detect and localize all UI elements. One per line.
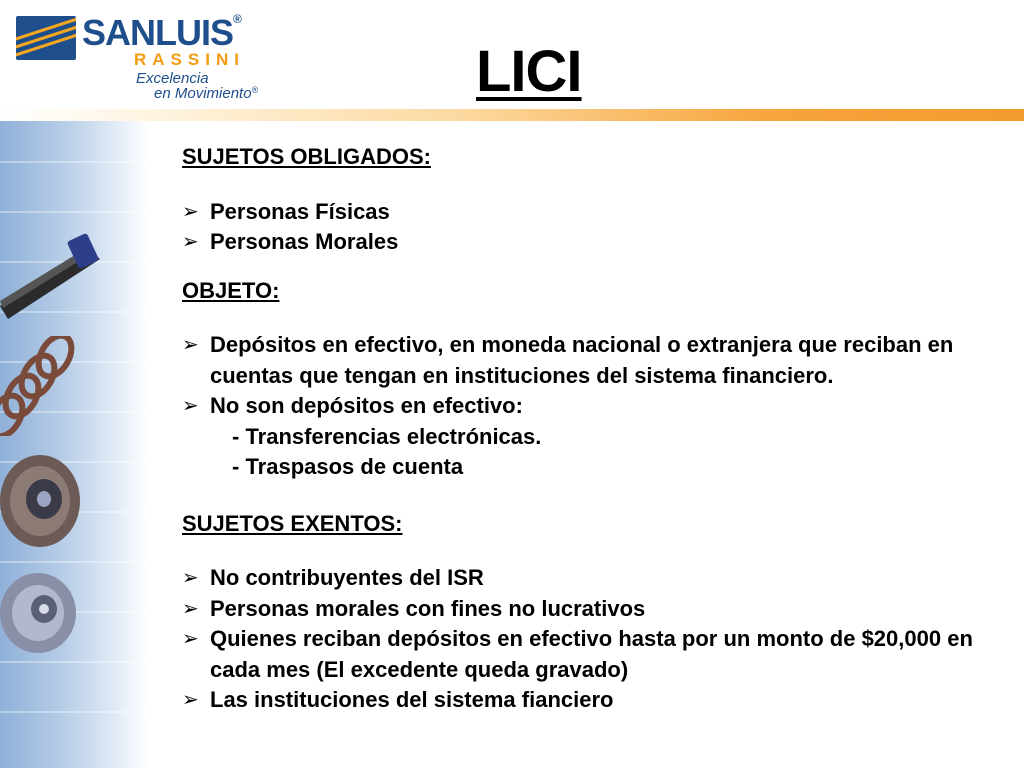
sub-list-item: - Transferencias electrónicas. <box>232 423 542 449</box>
arrow-bullet-icon: ➢ <box>182 597 199 620</box>
logo-name: SANLUIS <box>82 12 234 53</box>
arrow-bullet-icon: ➢ <box>182 628 199 650</box>
arrow-bullet-icon: ➢ <box>182 689 199 711</box>
header-divider <box>0 109 1024 121</box>
list-item: ➢ Personas Morales <box>182 227 982 258</box>
section-heading-objeto: OBJETO: <box>182 277 280 303</box>
logo-tagline-line2: en Movimiento <box>154 85 252 102</box>
section-heading-obligados: SUJETOS OBLIGADOS: <box>182 144 431 169</box>
brake-rotor-icon <box>0 571 90 661</box>
sub-list-item: - Traspasos de cuenta <box>232 454 464 479</box>
arrow-bullet-icon: ➢ <box>182 231 199 253</box>
coil-spring-icon <box>0 336 90 436</box>
company-logo <box>14 12 264 107</box>
list-item: ➢ Personas morales con fines no lucrativos <box>182 594 982 625</box>
section-heading-exentos: SUJETOS EXENTOS: <box>182 510 403 536</box>
list-item: ➢ Quienes reciban depósitos en efectivo hasta por un monto de $20,000 en cada mes (El excedente queda gravado) <box>182 626 973 682</box>
logo-tagline-registered: ® <box>251 85 259 95</box>
list-item: ➢ No son depósitos en efectivo: <box>182 391 982 422</box>
list-item: ➢ Depósitos en efectivo, en moneda nacional o extranjera que reciban en cuentas que tengan en instituciones del sistema financiero. <box>182 332 954 388</box>
logo-subname: RASSINI <box>134 50 245 69</box>
logo-mark-icon <box>16 16 76 60</box>
logo-tagline-line1: Excelencia <box>136 70 209 87</box>
arrow-bullet-icon: ➢ <box>182 334 199 356</box>
leaf-spring-icon <box>0 231 120 321</box>
arrow-bullet-icon: ➢ <box>182 567 199 589</box>
slide-title: LICI <box>476 39 582 104</box>
slide-content <box>182 142 982 716</box>
arrow-bullet-icon: ➢ <box>182 395 199 417</box>
list-item: ➢ Las instituciones del sistema fianciero <box>182 685 982 716</box>
list-item: ➢ No contribuyentes del ISR <box>182 563 982 594</box>
arrow-bullet-icon: ➢ <box>182 200 199 223</box>
list-item: ➢ Personas Físicas <box>182 197 982 228</box>
brake-disc-icon <box>0 451 90 551</box>
logo-registered-mark: ® <box>233 12 241 26</box>
auto-parts-image <box>0 121 148 768</box>
